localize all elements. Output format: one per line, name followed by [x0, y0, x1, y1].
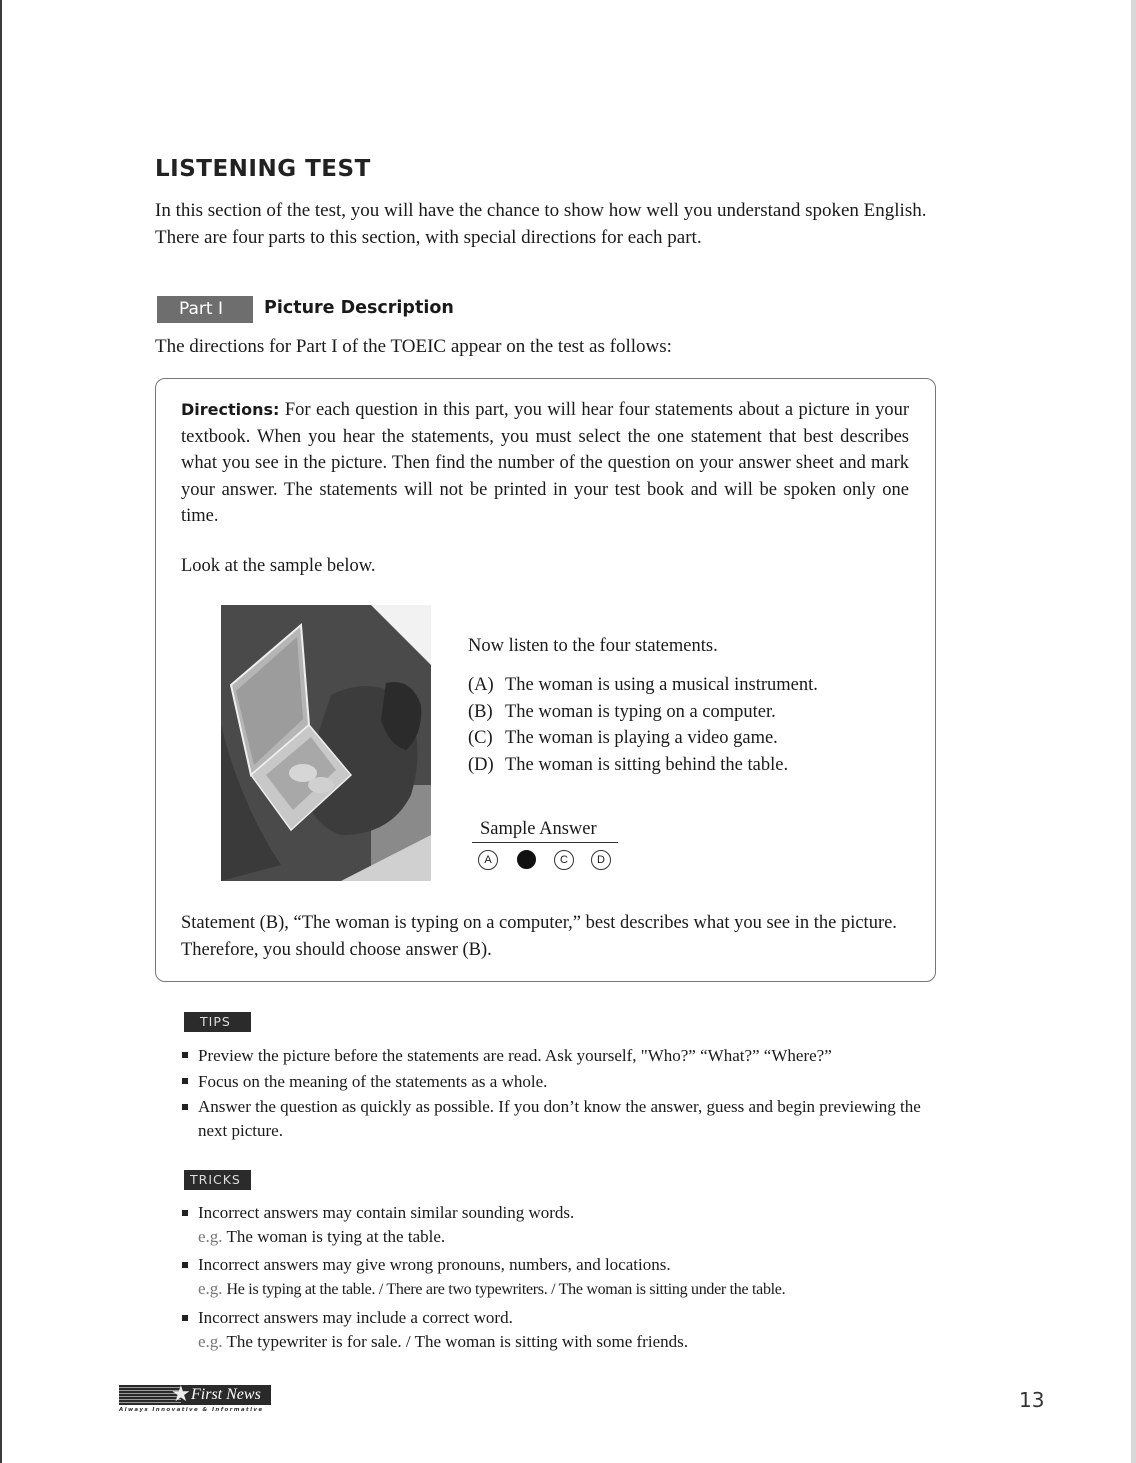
example-text: The typewriter is for sale. / The woman is sitting with some friends. [226, 1332, 688, 1351]
option-b [468, 699, 818, 726]
tricks-label: TRICKS [184, 1170, 251, 1190]
tip-item: Focus on the meaning of the statements as a whole. [182, 1069, 922, 1095]
answer-explanation: Statement (B), “The woman is typing on a computer,” best describes what you see in the picture. Therefore, you should choose answer (B). [181, 913, 897, 960]
option-b-letter: (B) [468, 701, 493, 722]
part-title: Picture Description [264, 298, 454, 318]
trick-text: Incorrect answers may contain similar sounding words. [198, 1203, 575, 1222]
trick-text: Incorrect answers may include a correct word. [198, 1308, 513, 1327]
look-at-sample: Look at the sample below. [181, 556, 376, 576]
directions-text: For each question in this part, you will hear four statements about a picture in your textbook. When you hear the statements, you must select the one statement that best describes what you see in the picture. Then find the number of the question on your answer sheet and mark your answer. The statements will not be printed in your test book and will be spoken only one time. [181, 400, 910, 526]
trick-item [182, 1306, 942, 1354]
part-badge: Part I [157, 296, 253, 323]
trick-example [198, 1225, 942, 1249]
sample-photo-image [221, 605, 431, 881]
bubble-d: D [591, 850, 611, 870]
tip-item: Preview the picture before the statements are read. Ask yourself, "Who?” “What?” “Where?” [182, 1043, 922, 1069]
trick-text: Incorrect answers may give wrong pronouns, numbers, and locations. [198, 1255, 671, 1274]
option-d [468, 752, 818, 779]
option-a-text: The woman is using a musical instrument. [505, 675, 818, 695]
option-c-letter: (C) [468, 728, 493, 748]
page-edge-right [1131, 0, 1136, 1463]
trick-item [182, 1253, 942, 1302]
logo-text: First News [191, 1386, 261, 1403]
bubble-b-filled [517, 850, 536, 869]
example-prefix: e.g. [198, 1227, 223, 1246]
page-edge-left [0, 0, 2, 1463]
directions-paragraph [181, 397, 909, 530]
option-c [468, 725, 818, 752]
tip-item: Answer the question as quickly as possible. If you don’t know the answer, guess and begin previewing the next picture. [182, 1095, 922, 1143]
trick-example [198, 1277, 942, 1302]
star-icon: ★ [171, 1382, 191, 1407]
example-text: He is typing at the table. / There are two typewriters. / The woman is sitting under the table. [226, 1281, 786, 1298]
option-b-text: The woman is typing on a computer. [505, 701, 776, 722]
bubble-a: A [478, 850, 498, 870]
bubble-c: C [554, 850, 574, 870]
sample-photo [221, 605, 431, 881]
option-c-text: The woman is playing a video game. [505, 728, 778, 748]
options-list [468, 672, 818, 778]
example-prefix: e.g. [198, 1279, 223, 1298]
trick-item [182, 1201, 942, 1249]
listen-instruction: Now listen to the four statements. [468, 636, 718, 656]
page-number: 13 [1019, 1388, 1045, 1412]
directions-lead: Directions: [181, 400, 280, 419]
sample-answer-title: Sample Answer [472, 819, 618, 843]
example-prefix: e.g. [198, 1332, 223, 1351]
option-d-text: The woman is sitting behind the table. [505, 754, 789, 775]
option-a-letter: (A) [468, 675, 494, 695]
example-text: The woman is tying at the table. [226, 1227, 446, 1246]
option-a [468, 672, 818, 699]
trick-example [198, 1330, 942, 1354]
tips-label: TIPS [184, 1012, 251, 1032]
part-subtitle: The directions for Part I of the TOEIC appear on the test as follows: [155, 336, 672, 357]
page-heading: LISTENING TEST [155, 156, 371, 182]
tips-list [182, 1043, 922, 1143]
option-d-letter: (D) [468, 754, 494, 775]
publisher-logo [119, 1382, 271, 1417]
logo-tagline: Always Innovative & Informative [119, 1407, 264, 1413]
tricks-list [182, 1201, 942, 1358]
intro-paragraph: In this section of the test, you will have the chance to show how well you understand spoken English. There are four parts to this section, with special directions for each part. [155, 200, 927, 248]
